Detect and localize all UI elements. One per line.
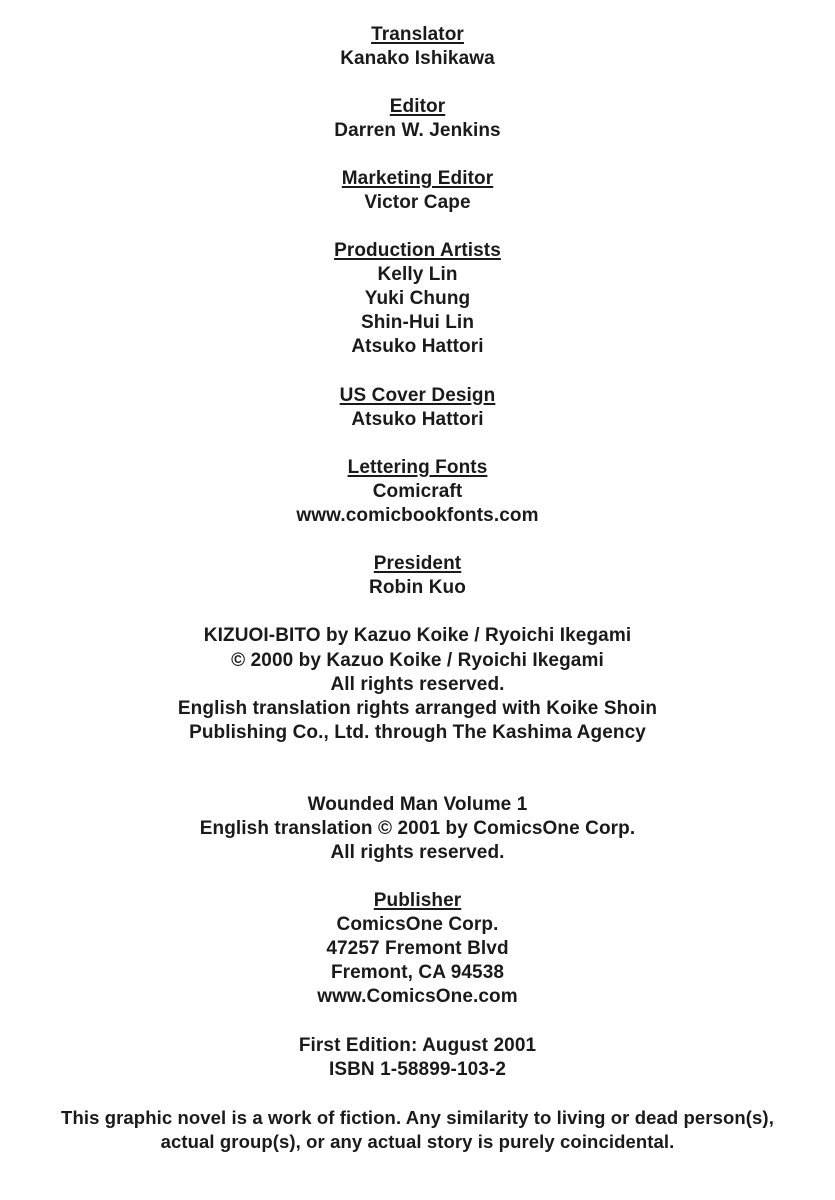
cover-design-name: Atsuko Hattori — [351, 409, 484, 430]
production-artist-name: Shin-Hui Lin — [360, 312, 475, 333]
disclaimer-line: actual group(s), or any actual story is purely coincidental. — [160, 1131, 675, 1152]
marketing-editor-name: Victor Cape — [364, 192, 471, 213]
volume-title-line: Wounded Man Volume 1 — [307, 794, 528, 815]
original-title-line: KIZUOI-BITO by Kazuo Koike / Ryoichi Ikegami — [203, 625, 632, 646]
translation-rights-line: English translation rights arranged with Koike Shoin — [177, 698, 658, 719]
president-name: Robin Kuo — [369, 577, 466, 598]
production-artist-name: Kelly Lin — [377, 264, 458, 285]
original-rights-line: All rights reserved. — [330, 674, 505, 695]
editor-name: Darren W. Jenkins — [334, 120, 501, 141]
disclaimer-line: This graphic novel is a work of fiction. Any similarity to living or dead person(s), — [61, 1107, 774, 1128]
president-heading: President — [373, 553, 462, 574]
editor-heading: Editor — [389, 96, 446, 117]
lettering-fonts-name: Comicraft — [372, 481, 463, 502]
marketing-editor-heading: Marketing Editor — [341, 168, 494, 189]
lettering-fonts-url: www.comicbookfonts.com — [296, 505, 539, 526]
translator-heading: Translator — [371, 24, 464, 45]
lettering-fonts-heading: Lettering Fonts — [347, 457, 488, 478]
publisher-website: www.ComicsOne.com — [317, 986, 518, 1007]
publisher-city: Fremont, CA 94538 — [330, 962, 505, 983]
english-copyright-line: English translation © 2001 by ComicsOne Corp. — [199, 818, 636, 839]
publisher-name: ComicsOne Corp. — [336, 914, 499, 935]
isbn-line: ISBN 1-58899-103-2 — [328, 1059, 507, 1080]
production-artists-heading: Production Artists — [334, 240, 501, 261]
publisher-street: 47257 Fremont Blvd — [326, 938, 509, 959]
cover-design-heading: US Cover Design — [339, 385, 496, 406]
original-copyright-line: © 2000 by Kazuo Koike / Ryoichi Ikegami — [231, 650, 604, 671]
production-artist-name: Yuki Chung — [364, 288, 471, 309]
translator-name: Kanako Ishikawa — [340, 48, 495, 69]
production-artist-name: Atsuko Hattori — [351, 336, 484, 357]
publisher-heading: Publisher — [373, 890, 462, 911]
first-edition-line: First Edition: August 2001 — [298, 1035, 537, 1056]
agency-line: Publishing Co., Ltd. through The Kashima Agency — [189, 722, 646, 743]
english-rights-line: All rights reserved. — [330, 842, 505, 863]
